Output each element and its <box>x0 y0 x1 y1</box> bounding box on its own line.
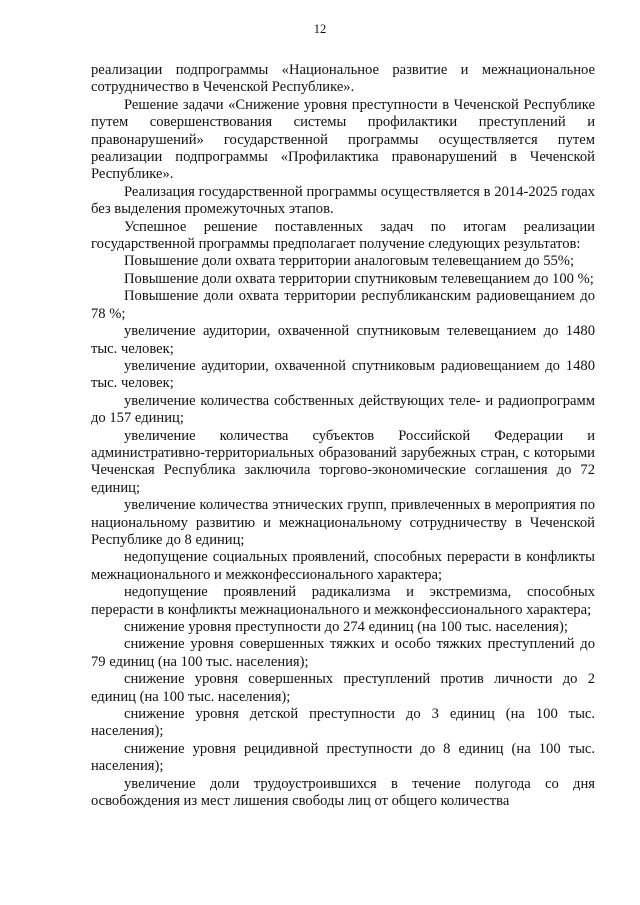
result-item: увеличение аудитории, охваченной спутниковым радиовещанием до 1480 тыс. человек; <box>91 357 595 392</box>
result-item: увеличение аудитории, охваченной спутниковым телевещанием до 1480 тыс. человек; <box>91 323 595 357</box>
result-item: снижение уровня рецидивной преступности до 8 единиц (на 100 тыс. населения); <box>91 740 595 775</box>
result-item: снижение уровня преступности до 274 единиц (на 100 тыс. населения); <box>124 619 568 635</box>
result-item: Повышение доли охвата территории аналоговым телевещанием до 55%; <box>124 253 575 270</box>
page-number: 12 <box>313 22 327 36</box>
result-item: недопущение социальных проявлений, способных перерасти в конфликты межнационального и межконфессионального характера; <box>91 549 595 583</box>
result-item: снижение уровня детской преступности до 3 единиц (на 100 тыс. населения); <box>91 706 595 740</box>
paragraph: реализации подпрограммы «Национальное развитие и межнациональное сотрудничество в Чеченской Республике». <box>91 62 595 96</box>
result-item: Повышение доли охвата территории спутниковым телевещанием до 100 %; <box>124 270 594 287</box>
paragraph: Успешное решение поставленных задач по итогам реализации государственной программы предполагает получение следующих результатов: <box>91 218 595 253</box>
paragraph: Реализация государственной программы осуществляется в 2014-2025 годах без выделения промежуточных этапов. <box>91 183 595 218</box>
result-item: снижение уровня совершенных тяжких и особо тяжких преступлений до 79 единиц (на 100 тыс. населения); <box>91 636 595 670</box>
result-item: недопущение проявлений радикализма и экстремизма, способных перерасти в конфликты межнационального и межконфессионального характера; <box>91 584 595 618</box>
result-item: увеличение количества этнических групп, привлеченных в мероприятия по национальному развитию и межнациональному сотрудничеству в Чеченской Республике до 8 единиц; <box>91 497 595 548</box>
result-item: увеличение количества субъектов Российской Федерации и административно-территориальных образований зарубежных стран, с которыми Чеченская Республика заключила торгово-экономические соглашения до 72 единиц; <box>91 427 595 496</box>
result-item: Повышение доли охвата территории республиканским радиовещанием до 78 %; <box>91 288 595 322</box>
document-body <box>91 62 595 810</box>
paragraph: Решение задачи «Снижение уровня преступности в Чеченской Республике путем совершенствования системы профилактики преступлений и правонарушений» государственной программы осуществляется путем реализации подпрограммы «Профилактика правонарушений в Чеченской Республике». <box>91 96 595 183</box>
result-item: снижение уровня совершенных преступлений против личности до 2 единиц (на 100 тыс. населения); <box>91 671 595 705</box>
result-item: увеличение количества собственных действующих теле- и радиопрограмм до 157 единиц; <box>91 392 595 427</box>
result-item: увеличение доли трудоустроившихся в течение полугода со дня освобождения из мест лишения свободы лиц от общего количества <box>91 775 595 810</box>
